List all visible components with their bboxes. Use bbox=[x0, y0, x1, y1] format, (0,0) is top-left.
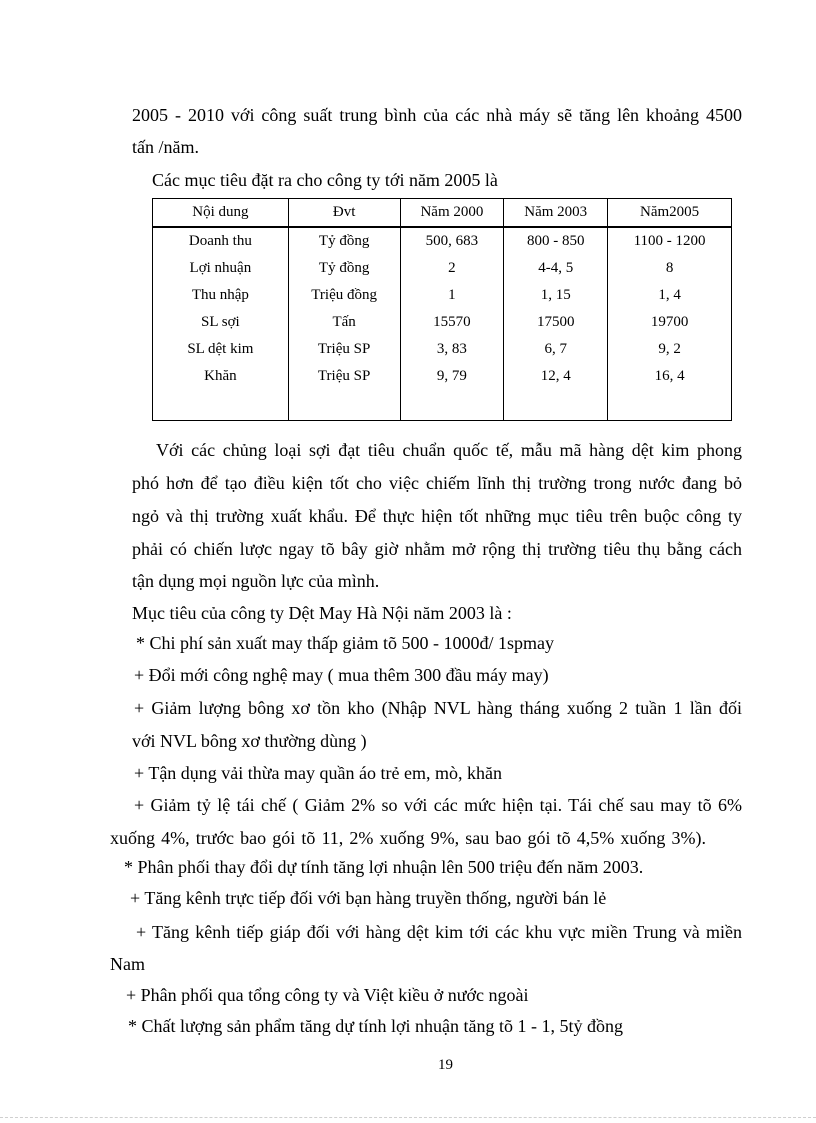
table-header-cell: Năm2005 bbox=[608, 199, 732, 228]
list-item: + Phân phối qua tổng công ty và Việt kiều ở nước ngoài bbox=[126, 985, 529, 1005]
table-cell: Doanh thu bbox=[153, 227, 289, 255]
table-cell: Khăn bbox=[153, 363, 289, 390]
table-cell: Tỷ đồng bbox=[288, 227, 400, 255]
table-cell: 1100 - 1200 bbox=[608, 227, 732, 255]
table-cell: 19700 bbox=[608, 309, 732, 336]
list-item: * Phân phối thay đổi dự tính tăng lợi nhuận lên 500 triệu đến năm 2003. bbox=[124, 857, 644, 877]
list-item: * Chi phí sản xuất may thấp giảm tõ 500 - 1000đ/ 1spmay bbox=[136, 633, 554, 653]
table-cell: 8 bbox=[608, 255, 732, 282]
table-row bbox=[153, 363, 732, 390]
table-cell: 3, 83 bbox=[400, 336, 504, 363]
table-cell: 9, 2 bbox=[608, 336, 732, 363]
table-cell: Triệu SP bbox=[288, 336, 400, 363]
table-cell: Thu nhập bbox=[153, 282, 289, 309]
table-cell: 2 bbox=[400, 255, 504, 282]
list-item: + Tăng kênh trực tiếp đối với bạn hàng truyền thống, người bán lẻ bbox=[130, 888, 607, 908]
table-cell: 500, 683 bbox=[400, 227, 504, 255]
table-cell: 17500 bbox=[504, 309, 608, 336]
list-item: + Tăng kênh tiếp giáp đối với hàng dệt kim tới các khu vực miền Trung và miền bbox=[136, 922, 742, 942]
table-cell: 9, 79 bbox=[400, 363, 504, 390]
paragraph-line: phó hơn để tạo điều kiện tốt cho việc chiếm lĩnh thị trường trong nước đang bỏ bbox=[132, 473, 742, 493]
table-cell: 4-4, 5 bbox=[504, 255, 608, 282]
table-cell: Triệu đồng bbox=[288, 282, 400, 309]
table-cell: Tỷ đồng bbox=[288, 255, 400, 282]
table-header-row bbox=[153, 199, 732, 228]
table-row bbox=[153, 255, 732, 282]
table-cell bbox=[608, 390, 732, 421]
table-cell: Lợi nhuận bbox=[153, 255, 289, 282]
paragraph-line: phải có chiến lược ngay tõ bây giờ nhằm mở rộng thị trường tiêu thụ bằng cách bbox=[132, 539, 742, 559]
table-cell: Tấn bbox=[288, 309, 400, 336]
paragraph-line: 2005 - 2010 với công suất trung bình của các nhà máy sẽ tăng lên khoảng 4500 bbox=[132, 105, 742, 125]
list-item: xuống 4%, trước bao gói tõ 11, 2% xuống 9%, sau bao gói tõ 4,5% xuống 3%). bbox=[110, 828, 706, 848]
list-item: + Giảm lượng bông xơ tồn kho (Nhập NVL hàng tháng xuống 2 tuần 1 lần đối bbox=[134, 698, 742, 718]
table-cell: 800 - 850 bbox=[504, 227, 608, 255]
table-header-cell: Nội dung bbox=[153, 199, 289, 228]
list-item: + Tận dụng vải thừa may quần áo trẻ em, mò, khăn bbox=[134, 763, 502, 783]
table-row bbox=[153, 227, 732, 255]
list-item: với NVL bông xơ thường dùng ) bbox=[132, 731, 367, 751]
table-cell bbox=[153, 390, 289, 421]
goals-table bbox=[152, 198, 732, 421]
paragraph-line: ngỏ và thị trường xuất khẩu. Để thực hiện tốt những mục tiêu trên buộc công ty bbox=[132, 506, 742, 526]
list-item: + Giảm tỷ lệ tái chế ( Giảm 2% so với các mức hiện tại. Tái chế sau may tõ 6% bbox=[134, 795, 742, 815]
paragraph-line: Với các chủng loại sợi đạt tiêu chuẩn quốc tế, mẫu mã hàng dệt kim phong bbox=[156, 440, 742, 460]
table-cell: 1 bbox=[400, 282, 504, 309]
table-cell: 12, 4 bbox=[504, 363, 608, 390]
paragraph-line: tấn /năm. bbox=[132, 137, 199, 157]
page-number: 19 bbox=[438, 1057, 453, 1073]
table-cell: 15570 bbox=[400, 309, 504, 336]
table-cell: SL sợi bbox=[153, 309, 289, 336]
table-cell: 16, 4 bbox=[608, 363, 732, 390]
list-item: + Đổi mới công nghệ may ( mua thêm 300 đầu máy may) bbox=[134, 665, 549, 685]
page-bottom-divider bbox=[0, 1117, 816, 1118]
table-row bbox=[153, 336, 732, 363]
table-cell: Triệu SP bbox=[288, 363, 400, 390]
list-item: Nam bbox=[110, 954, 145, 974]
table-header-cell: Năm 2003 bbox=[504, 199, 608, 228]
table-cell: 1, 4 bbox=[608, 282, 732, 309]
table-row bbox=[153, 309, 732, 336]
list-item: * Chất lượng sản phẩm tăng dự tính lợi nhuận tăng tõ 1 - 1, 5tỷ đồng bbox=[128, 1016, 623, 1036]
section-heading: Mục tiêu của công ty Dệt May Hà Nội năm 2003 là : bbox=[132, 603, 512, 623]
table-cell: SL dệt kim bbox=[153, 336, 289, 363]
table-row bbox=[153, 282, 732, 309]
table-cell bbox=[400, 390, 504, 421]
paragraph-line: tận dụng mọi nguồn lực của mình. bbox=[132, 571, 380, 591]
table-header-cell: Năm 2000 bbox=[400, 199, 504, 228]
table-caption: Các mục tiêu đặt ra cho công ty tới năm 2005 là bbox=[152, 170, 498, 190]
table-cell: 6, 7 bbox=[504, 336, 608, 363]
table-cell: 1, 15 bbox=[504, 282, 608, 309]
table-cell bbox=[504, 390, 608, 421]
table-header-cell: Đvt bbox=[288, 199, 400, 228]
table-cell bbox=[288, 390, 400, 421]
table-spacer-row bbox=[153, 390, 732, 421]
